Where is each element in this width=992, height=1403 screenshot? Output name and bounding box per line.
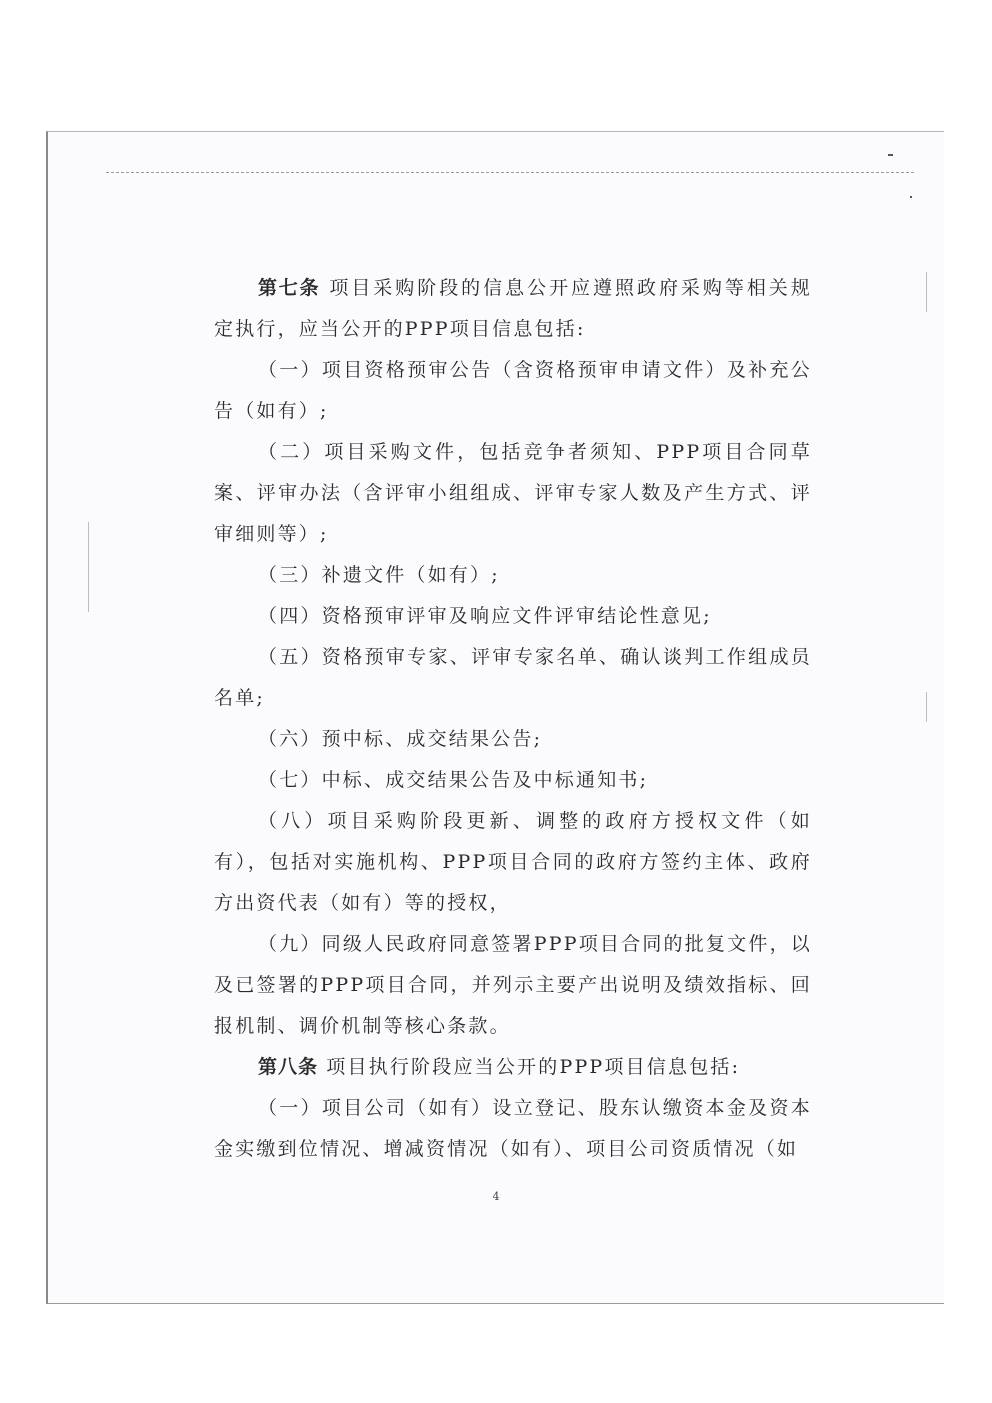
body-text xyxy=(214,268,812,1170)
paragraph-text: 项目采购阶段的信息公开应遵照政府采购等相关规定执行，应当公开的PPP项目信息包括: xyxy=(214,277,812,340)
scan-edge-mark xyxy=(926,272,927,312)
paragraph-text: （二）项目采购文件，包括竞争者须知、PPP项目合同草案、评审办法（含评审小组组成、评审专家人数及产生方式、评审细则等）; xyxy=(214,441,812,545)
paragraph-text: （三）补遗文件（如有）; xyxy=(258,564,500,586)
scan-speck xyxy=(888,154,893,156)
paragraph xyxy=(214,637,812,719)
paragraph xyxy=(214,1047,812,1088)
article-heading: 第七条 xyxy=(258,277,321,299)
page-number: 4 xyxy=(492,1190,500,1203)
scan-speck xyxy=(910,196,912,198)
scan-edge-mark xyxy=(926,692,927,722)
paragraph-text: 项目执行阶段应当公开的PPP项目信息包括: xyxy=(318,1056,741,1078)
header-dashed-rule xyxy=(106,172,914,173)
paragraph-text: （六）预中标、成交结果公告; xyxy=(258,728,543,750)
paragraph xyxy=(214,555,812,596)
scanned-page xyxy=(46,131,944,1304)
scan-edge-mark xyxy=(88,522,89,612)
paragraph-text: （四）资格预审评审及响应文件评审结论性意见; xyxy=(258,605,712,627)
paragraph xyxy=(214,1088,812,1170)
paragraph xyxy=(214,350,812,432)
paragraph-text: （七）中标、成交结果公告及中标通知书; xyxy=(258,769,649,791)
paragraph-text: （一）项目公司（如有）设立登记、股东认缴资本金及资本金实缴到位情况、增减资情况（如有）、项目公司资质情况（如 xyxy=(214,1097,812,1160)
paragraph xyxy=(214,924,812,1047)
paragraph xyxy=(214,432,812,555)
paragraph xyxy=(214,719,812,760)
paragraph xyxy=(214,596,812,637)
paragraph xyxy=(214,268,812,350)
paragraph-text: （五）资格预审专家、评审专家名单、确认谈判工作组成员名单; xyxy=(214,646,812,709)
article-heading: 第八条 xyxy=(258,1056,319,1078)
paragraph-text: （八）项目采购阶段更新、调整的政府方授权文件（如有），包括对实施机构、PPP项目合同的政府方签约主体、政府方出资代表（如有）等的授权， xyxy=(214,810,812,914)
paragraph xyxy=(214,760,812,801)
paragraph xyxy=(214,801,812,924)
paragraph-text: （九）同级人民政府同意签署PPP项目合同的批复文件，以及已签署的PPP项目合同，并列示主要产出说明及绩效指标、回报机制、调价机制等核心条款。 xyxy=(214,933,812,1037)
paragraph-text: （一）项目资格预审公告（含资格预审申请文件）及补充公告（如有）; xyxy=(214,359,812,422)
